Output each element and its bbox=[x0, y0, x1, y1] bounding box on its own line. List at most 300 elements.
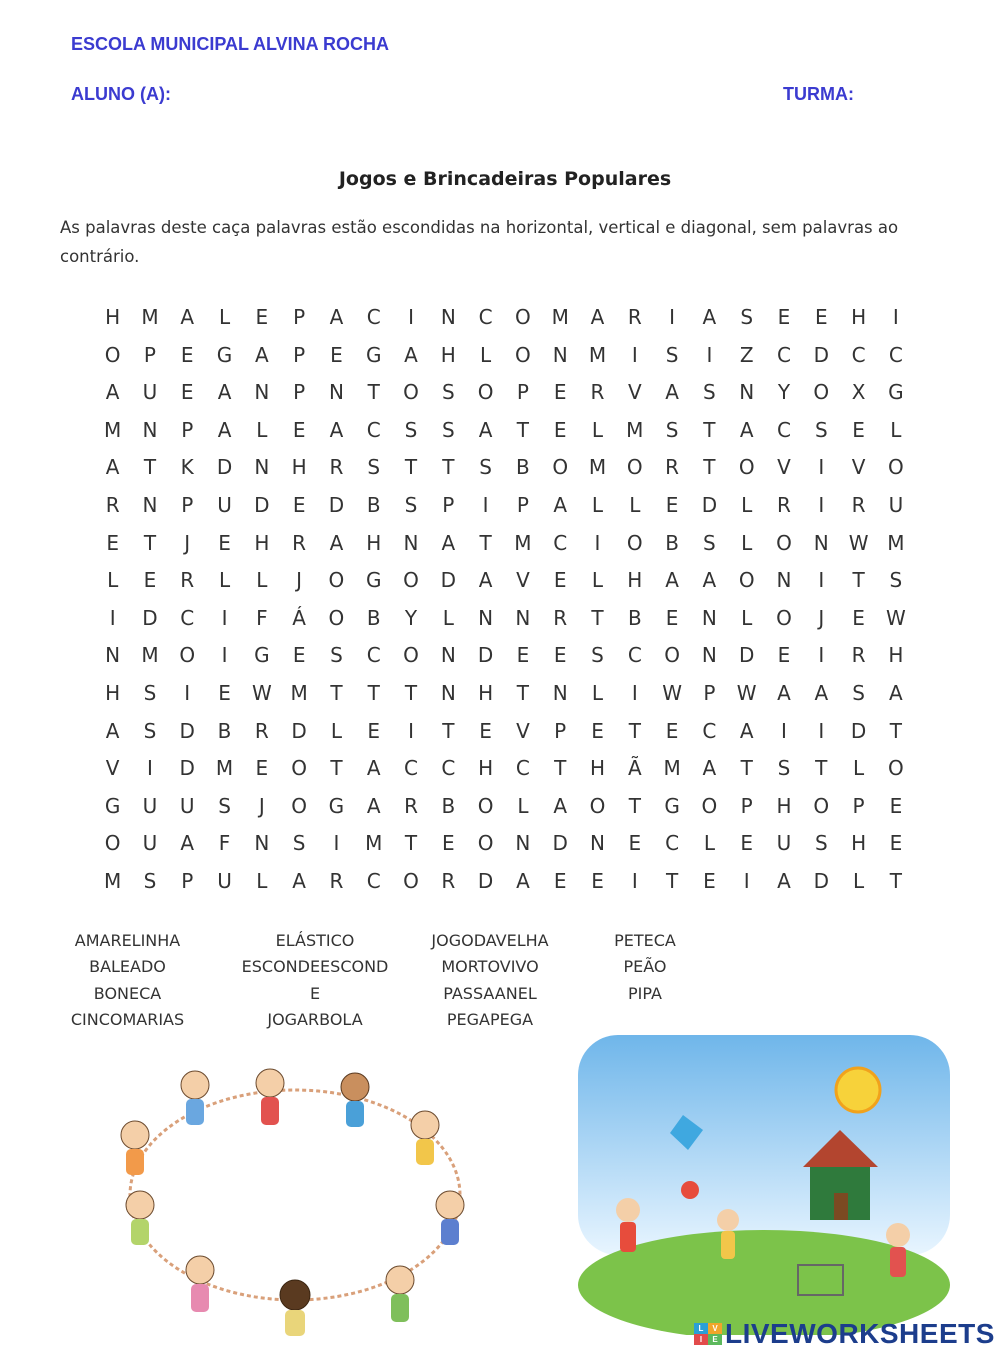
grid-letter[interactable]: E bbox=[889, 793, 903, 818]
grid-letter[interactable]: E bbox=[628, 831, 642, 856]
grid-letter[interactable]: P bbox=[740, 793, 753, 818]
grid-letter[interactable]: G bbox=[254, 643, 270, 668]
grid-letter[interactable]: D bbox=[850, 718, 867, 743]
grid-letter[interactable]: N bbox=[254, 831, 270, 856]
word-search-grid[interactable] bbox=[94, 303, 915, 905]
grid-letter[interactable]: T bbox=[404, 455, 418, 480]
grid-letter[interactable]: Z bbox=[739, 342, 754, 367]
grid-letter[interactable]: O bbox=[291, 793, 307, 818]
grid-letter[interactable]: T bbox=[367, 680, 380, 705]
grid-letter[interactable]: S bbox=[292, 831, 306, 856]
grid-letter[interactable]: E bbox=[442, 831, 455, 856]
grid-letter[interactable]: P bbox=[293, 380, 306, 405]
grid-letter[interactable]: M bbox=[514, 530, 532, 555]
grid-letter[interactable]: P bbox=[143, 342, 156, 367]
grid-letter[interactable]: V bbox=[851, 455, 866, 480]
grid-letter[interactable]: M bbox=[141, 643, 159, 668]
grid-letter[interactable]: I bbox=[109, 605, 116, 630]
grid-letter[interactable]: E bbox=[777, 643, 791, 668]
grid-letter[interactable]: D bbox=[738, 643, 755, 668]
grid-letter[interactable]: H bbox=[627, 568, 643, 593]
grid-letter[interactable]: U bbox=[776, 831, 792, 856]
grid-letter[interactable]: L bbox=[703, 831, 715, 856]
grid-letter[interactable]: E bbox=[292, 492, 306, 517]
grid-letter[interactable]: S bbox=[143, 680, 157, 705]
grid-letter[interactable]: Á bbox=[292, 605, 306, 630]
grid-letter[interactable]: F bbox=[256, 605, 268, 630]
grid-letter[interactable]: E bbox=[665, 492, 679, 517]
grid-letter[interactable]: B bbox=[516, 455, 530, 480]
grid-letter[interactable]: I bbox=[743, 868, 750, 893]
grid-letter[interactable]: O bbox=[552, 455, 569, 480]
grid-letter[interactable]: R bbox=[851, 643, 866, 668]
grid-letter[interactable]: A bbox=[777, 680, 791, 705]
grid-letter[interactable]: I bbox=[631, 680, 638, 705]
grid-letter[interactable]: T bbox=[703, 417, 716, 442]
grid-letter[interactable]: S bbox=[143, 718, 157, 743]
grid-letter[interactable]: A bbox=[739, 718, 754, 743]
grid-letter[interactable]: G bbox=[365, 568, 382, 593]
grid-letter[interactable]: C bbox=[366, 643, 381, 668]
grid-letter[interactable]: S bbox=[777, 756, 791, 781]
grid-letter[interactable]: H bbox=[254, 530, 270, 555]
grid-letter[interactable]: P bbox=[181, 492, 194, 517]
grid-letter[interactable]: E bbox=[180, 342, 194, 367]
grid-letter[interactable]: E bbox=[367, 718, 381, 743]
grid-letter[interactable]: I bbox=[221, 605, 228, 630]
grid-letter[interactable]: L bbox=[256, 568, 268, 593]
grid-letter[interactable]: N bbox=[440, 643, 456, 668]
grid-letter[interactable]: H bbox=[440, 342, 456, 367]
grid-letter[interactable]: L bbox=[218, 305, 231, 329]
grid-letter[interactable]: T bbox=[516, 680, 530, 705]
grid-letter[interactable]: A bbox=[665, 380, 679, 405]
grid-letter[interactable]: O bbox=[477, 831, 494, 856]
grid-letter[interactable]: N bbox=[701, 643, 717, 668]
grid-letter[interactable]: E bbox=[553, 417, 567, 442]
grid-letter[interactable]: H bbox=[478, 680, 494, 705]
grid-letter[interactable]: P bbox=[516, 380, 529, 405]
grid-letter[interactable]: A bbox=[217, 417, 232, 442]
grid-letter[interactable]: N bbox=[328, 380, 344, 405]
grid-letter[interactable]: N bbox=[552, 680, 568, 705]
grid-letter[interactable]: A bbox=[329, 530, 344, 555]
grid-letter[interactable]: O bbox=[888, 756, 904, 781]
grid-letter[interactable]: T bbox=[143, 530, 157, 555]
grid-letter[interactable]: L bbox=[256, 868, 268, 893]
grid-letter[interactable]: E bbox=[479, 718, 492, 743]
grid-letter[interactable]: H bbox=[589, 756, 606, 781]
grid-letter[interactable]: S bbox=[740, 305, 754, 329]
grid-letter[interactable]: A bbox=[814, 680, 829, 705]
grid-letter[interactable]: S bbox=[665, 342, 679, 367]
grid-letter[interactable]: R bbox=[553, 605, 568, 630]
grid-letter[interactable]: T bbox=[516, 417, 530, 442]
grid-letter[interactable]: N bbox=[813, 530, 829, 555]
grid-letter[interactable]: S bbox=[367, 455, 381, 480]
grid-letter[interactable]: E bbox=[553, 868, 567, 893]
grid-letter[interactable]: H bbox=[851, 305, 867, 329]
grid-letter[interactable]: I bbox=[781, 718, 787, 743]
grid-letter[interactable]: O bbox=[403, 568, 419, 593]
grid-letter[interactable]: M bbox=[215, 756, 234, 781]
grid-letter[interactable]: S bbox=[479, 455, 492, 480]
grid-letter[interactable]: W bbox=[736, 680, 757, 705]
grid-letter[interactable]: T bbox=[479, 530, 492, 555]
grid-letter[interactable]: I bbox=[818, 643, 825, 668]
grid-letter[interactable]: S bbox=[665, 417, 679, 442]
grid-letter[interactable]: H bbox=[776, 793, 792, 818]
grid-letter[interactable]: I bbox=[669, 305, 676, 329]
grid-letter[interactable]: E bbox=[218, 530, 231, 555]
grid-letter[interactable]: O bbox=[104, 831, 121, 856]
grid-letter[interactable]: A bbox=[441, 530, 456, 555]
grid-letter[interactable]: D bbox=[813, 342, 829, 367]
grid-letter[interactable]: L bbox=[741, 530, 753, 555]
grid-letter[interactable]: O bbox=[626, 455, 643, 480]
grid-letter[interactable]: R bbox=[329, 455, 344, 480]
grid-letter[interactable]: J bbox=[184, 530, 191, 555]
grid-letter[interactable]: T bbox=[815, 756, 828, 781]
grid-letter[interactable]: A bbox=[292, 868, 306, 893]
grid-letter[interactable]: H bbox=[366, 530, 382, 555]
grid-letter[interactable]: U bbox=[179, 793, 195, 818]
grid-letter[interactable]: D bbox=[813, 868, 829, 893]
grid-letter[interactable]: K bbox=[180, 455, 194, 480]
grid-letter[interactable]: T bbox=[367, 380, 380, 405]
grid-letter[interactable]: S bbox=[218, 793, 231, 818]
grid-letter[interactable]: A bbox=[478, 568, 493, 593]
grid-letter[interactable]: S bbox=[404, 417, 418, 442]
grid-letter[interactable]: N bbox=[440, 680, 456, 705]
grid-letter[interactable]: H bbox=[888, 643, 904, 668]
grid-letter[interactable]: T bbox=[330, 680, 343, 705]
grid-letter[interactable]: O bbox=[477, 380, 494, 405]
grid-letter[interactable]: A bbox=[702, 305, 717, 329]
grid-letter[interactable]: R bbox=[627, 305, 642, 329]
grid-letter[interactable]: T bbox=[404, 680, 418, 705]
grid-letter[interactable]: E bbox=[889, 831, 903, 856]
grid-letter[interactable]: O bbox=[626, 530, 643, 555]
grid-letter[interactable]: E bbox=[553, 643, 567, 668]
grid-letter[interactable]: P bbox=[293, 342, 306, 367]
grid-letter[interactable]: D bbox=[216, 455, 233, 480]
grid-letter[interactable]: J bbox=[258, 793, 265, 818]
grid-letter[interactable]: O bbox=[515, 342, 531, 367]
grid-letter[interactable]: A bbox=[553, 492, 568, 517]
grid-letter[interactable]: E bbox=[106, 530, 119, 555]
grid-letter[interactable]: F bbox=[218, 831, 231, 856]
grid-letter[interactable]: C bbox=[441, 756, 456, 781]
grid-letter[interactable]: P bbox=[554, 718, 567, 743]
grid-letter[interactable]: C bbox=[888, 342, 903, 367]
grid-letter[interactable]: W bbox=[848, 530, 869, 555]
grid-letter[interactable]: P bbox=[516, 492, 529, 517]
grid-letter[interactable]: E bbox=[553, 380, 567, 405]
grid-letter[interactable]: A bbox=[366, 756, 381, 781]
grid-letter[interactable]: L bbox=[330, 718, 342, 743]
grid-letter[interactable]: T bbox=[330, 756, 343, 781]
grid-letter[interactable]: M bbox=[588, 455, 607, 480]
grid-letter[interactable]: L bbox=[480, 342, 492, 367]
grid-letter[interactable]: O bbox=[738, 455, 755, 480]
grid-letter[interactable]: N bbox=[515, 605, 531, 630]
grid-letter[interactable]: R bbox=[590, 380, 605, 405]
grid-letter[interactable]: T bbox=[442, 718, 455, 743]
grid-letter[interactable]: N bbox=[403, 530, 419, 555]
grid-letter[interactable]: A bbox=[404, 342, 418, 367]
grid-letter[interactable]: C bbox=[777, 417, 791, 442]
grid-letter[interactable]: H bbox=[478, 756, 494, 781]
grid-letter[interactable]: O bbox=[403, 868, 419, 893]
grid-letter[interactable]: H bbox=[105, 680, 121, 705]
grid-letter[interactable]: L bbox=[591, 568, 604, 593]
grid-letter[interactable]: I bbox=[408, 305, 414, 329]
grid-letter[interactable]: A bbox=[739, 417, 754, 442]
grid-letter[interactable]: W bbox=[885, 605, 906, 630]
grid-letter[interactable]: B bbox=[366, 492, 381, 517]
grid-letter[interactable]: A bbox=[590, 305, 605, 329]
grid-letter[interactable]: G bbox=[104, 793, 121, 818]
grid-letter[interactable]: I bbox=[818, 492, 825, 517]
grid-letter[interactable]: N bbox=[701, 605, 717, 630]
grid-letter[interactable]: E bbox=[591, 718, 604, 743]
grid-letter[interactable]: I bbox=[706, 342, 713, 367]
grid-letter[interactable]: I bbox=[892, 305, 899, 329]
grid-letter[interactable]: J bbox=[818, 605, 825, 630]
grid-letter[interactable]: L bbox=[256, 417, 268, 442]
grid-letter[interactable]: L bbox=[629, 492, 641, 517]
grid-letter[interactable]: A bbox=[105, 455, 120, 480]
grid-letter[interactable]: N bbox=[142, 492, 158, 517]
grid-letter[interactable]: E bbox=[777, 305, 791, 329]
grid-letter[interactable]: S bbox=[814, 417, 828, 442]
grid-letter[interactable]: I bbox=[631, 868, 638, 893]
grid-letter[interactable]: C bbox=[515, 756, 530, 781]
grid-letter[interactable]: D bbox=[254, 492, 270, 517]
grid-letter[interactable]: O bbox=[589, 793, 606, 818]
grid-letter[interactable]: R bbox=[292, 530, 307, 555]
grid-letter[interactable]: E bbox=[292, 417, 306, 442]
grid-letter[interactable]: R bbox=[105, 492, 120, 517]
grid-letter[interactable]: S bbox=[330, 643, 343, 668]
grid-letter[interactable]: T bbox=[554, 756, 567, 781]
grid-letter[interactable]: S bbox=[441, 380, 455, 405]
grid-letter[interactable]: R bbox=[777, 492, 791, 517]
grid-letter[interactable]: O bbox=[179, 643, 196, 668]
grid-letter[interactable]: D bbox=[328, 492, 345, 517]
grid-letter[interactable]: I bbox=[482, 492, 489, 517]
grid-letter[interactable]: U bbox=[142, 793, 158, 818]
grid-letter[interactable]: D bbox=[142, 605, 158, 630]
grid-letter[interactable]: N bbox=[776, 568, 792, 593]
grid-letter[interactable]: D bbox=[477, 868, 494, 893]
grid-letter[interactable]: V bbox=[627, 380, 642, 405]
grid-letter[interactable]: B bbox=[366, 605, 381, 630]
grid-letter[interactable]: A bbox=[105, 380, 120, 405]
grid-letter[interactable]: C bbox=[777, 342, 791, 367]
grid-letter[interactable]: E bbox=[703, 868, 716, 893]
grid-letter[interactable]: D bbox=[291, 718, 307, 743]
grid-letter[interactable]: I bbox=[594, 530, 601, 555]
grid-letter[interactable]: E bbox=[180, 380, 194, 405]
grid-letter[interactable]: B bbox=[627, 605, 642, 630]
grid-letter[interactable]: S bbox=[814, 831, 828, 856]
grid-letter[interactable]: A bbox=[516, 868, 530, 893]
grid-letter[interactable]: G bbox=[664, 793, 680, 818]
grid-letter[interactable]: I bbox=[408, 718, 414, 743]
grid-letter[interactable]: C bbox=[180, 605, 195, 630]
grid-letter[interactable]: P bbox=[293, 305, 306, 329]
grid-letter[interactable]: M bbox=[588, 342, 607, 367]
grid-letter[interactable]: I bbox=[631, 342, 638, 367]
grid-letter[interactable]: U bbox=[142, 380, 158, 405]
grid-letter[interactable]: U bbox=[142, 831, 158, 856]
grid-letter[interactable]: P bbox=[852, 793, 865, 818]
grid-letter[interactable]: L bbox=[591, 680, 604, 705]
grid-letter[interactable]: O bbox=[664, 643, 680, 668]
grid-letter[interactable]: N bbox=[254, 455, 270, 480]
grid-letter[interactable]: I bbox=[818, 455, 825, 480]
grid-letter[interactable]: O bbox=[328, 568, 345, 593]
grid-letter[interactable]: U bbox=[217, 868, 232, 893]
grid-letter[interactable]: D bbox=[179, 718, 195, 743]
grid-letter[interactable]: O bbox=[104, 342, 121, 367]
grid-letter[interactable]: S bbox=[143, 868, 157, 893]
grid-letter[interactable]: O bbox=[515, 305, 531, 329]
grid-letter[interactable]: E bbox=[740, 831, 754, 856]
grid-letter[interactable]: Y bbox=[404, 605, 418, 630]
grid-letter[interactable]: L bbox=[890, 417, 902, 442]
grid-letter[interactable]: D bbox=[477, 643, 494, 668]
grid-letter[interactable]: T bbox=[404, 831, 418, 856]
grid-letter[interactable]: L bbox=[517, 793, 529, 818]
grid-letter[interactable]: H bbox=[291, 455, 307, 480]
grid-letter[interactable]: G bbox=[216, 342, 233, 367]
grid-letter[interactable]: N bbox=[552, 342, 568, 367]
grid-letter[interactable]: J bbox=[296, 568, 303, 593]
grid-letter[interactable]: E bbox=[553, 568, 567, 593]
grid-letter[interactable]: C bbox=[366, 868, 381, 893]
grid-letter[interactable]: Ã bbox=[627, 756, 642, 781]
grid-letter[interactable]: T bbox=[628, 718, 641, 743]
grid-letter[interactable]: N bbox=[478, 605, 494, 630]
grid-letter[interactable]: C bbox=[851, 342, 866, 367]
grid-letter[interactable]: T bbox=[628, 793, 641, 818]
grid-letter[interactable]: S bbox=[889, 568, 903, 593]
grid-letter[interactable]: M bbox=[551, 305, 569, 329]
grid-letter[interactable]: L bbox=[107, 568, 119, 593]
grid-letter[interactable]: B bbox=[665, 530, 679, 555]
grid-letter[interactable]: O bbox=[888, 455, 904, 480]
grid-letter[interactable]: B bbox=[441, 793, 456, 818]
grid-letter[interactable]: O bbox=[813, 793, 830, 818]
grid-letter[interactable]: C bbox=[366, 305, 381, 329]
grid-letter[interactable]: L bbox=[741, 492, 753, 517]
grid-letter[interactable]: A bbox=[180, 831, 195, 856]
grid-letter[interactable]: O bbox=[738, 568, 755, 593]
grid-letter[interactable]: H bbox=[105, 305, 121, 329]
grid-letter[interactable]: S bbox=[404, 492, 418, 517]
grid-letter[interactable]: S bbox=[852, 680, 865, 705]
grid-letter[interactable]: N bbox=[440, 305, 456, 329]
grid-letter[interactable]: I bbox=[221, 643, 228, 668]
grid-letter[interactable]: O bbox=[776, 605, 792, 630]
grid-letter[interactable]: T bbox=[889, 868, 902, 893]
grid-letter[interactable]: N bbox=[739, 380, 755, 405]
grid-letter[interactable]: C bbox=[702, 718, 717, 743]
grid-letter[interactable]: O bbox=[328, 605, 345, 630]
grid-letter[interactable]: T bbox=[740, 756, 753, 781]
grid-letter[interactable]: O bbox=[291, 756, 307, 781]
grid-letter[interactable]: W bbox=[662, 680, 682, 705]
grid-letter[interactable]: T bbox=[889, 718, 902, 743]
grid-letter[interactable]: E bbox=[255, 305, 269, 329]
grid-letter[interactable]: I bbox=[184, 680, 191, 705]
grid-letter[interactable]: O bbox=[776, 530, 792, 555]
grid-letter[interactable]: T bbox=[143, 455, 157, 480]
grid-letter[interactable]: E bbox=[591, 868, 604, 893]
grid-letter[interactable]: A bbox=[105, 718, 120, 743]
grid-letter[interactable]: M bbox=[663, 756, 681, 781]
grid-letter[interactable]: E bbox=[814, 305, 828, 329]
grid-letter[interactable]: A bbox=[553, 793, 568, 818]
grid-letter[interactable]: A bbox=[329, 305, 344, 329]
grid-letter[interactable]: R bbox=[665, 455, 680, 480]
grid-letter[interactable]: A bbox=[254, 342, 269, 367]
grid-letter[interactable]: N bbox=[142, 417, 158, 442]
grid-letter[interactable]: U bbox=[217, 492, 232, 517]
grid-letter[interactable]: S bbox=[441, 417, 455, 442]
grid-letter[interactable]: V bbox=[516, 568, 530, 593]
grid-letter[interactable]: N bbox=[515, 831, 531, 856]
grid-letter[interactable]: C bbox=[478, 305, 493, 329]
grid-letter[interactable]: Y bbox=[777, 380, 791, 405]
grid-letter[interactable]: T bbox=[442, 455, 455, 480]
grid-letter[interactable]: P bbox=[442, 492, 455, 517]
grid-letter[interactable]: E bbox=[330, 342, 343, 367]
grid-letter[interactable]: B bbox=[217, 718, 232, 743]
grid-letter[interactable]: R bbox=[254, 718, 269, 743]
grid-letter[interactable]: A bbox=[329, 417, 344, 442]
grid-letter[interactable]: A bbox=[889, 680, 903, 705]
grid-letter[interactable]: W bbox=[251, 680, 272, 705]
grid-letter[interactable]: D bbox=[701, 492, 718, 517]
grid-letter[interactable]: M bbox=[141, 305, 159, 329]
grid-letter[interactable]: C bbox=[627, 643, 642, 668]
grid-letter[interactable]: O bbox=[813, 380, 830, 405]
grid-letter[interactable]: C bbox=[366, 417, 381, 442]
grid-letter[interactable]: L bbox=[218, 568, 231, 593]
grid-letter[interactable]: E bbox=[852, 605, 865, 630]
grid-letter[interactable]: L bbox=[741, 605, 753, 630]
grid-letter[interactable]: O bbox=[477, 793, 494, 818]
grid-letter[interactable]: A bbox=[702, 568, 717, 593]
grid-letter[interactable]: L bbox=[442, 605, 454, 630]
grid-letter[interactable]: D bbox=[552, 831, 568, 856]
grid-letter[interactable]: G bbox=[365, 342, 382, 367]
grid-letter[interactable]: R bbox=[404, 793, 418, 818]
grid-letter[interactable]: N bbox=[590, 831, 605, 856]
grid-letter[interactable]: I bbox=[818, 718, 825, 743]
grid-letter[interactable]: N bbox=[105, 643, 121, 668]
grid-letter[interactable]: L bbox=[591, 492, 604, 517]
grid-letter[interactable]: A bbox=[180, 305, 195, 329]
grid-letter[interactable]: M bbox=[887, 530, 905, 555]
grid-letter[interactable]: A bbox=[478, 417, 493, 442]
grid-letter[interactable]: G bbox=[888, 380, 904, 405]
grid-letter[interactable]: R bbox=[851, 492, 866, 517]
